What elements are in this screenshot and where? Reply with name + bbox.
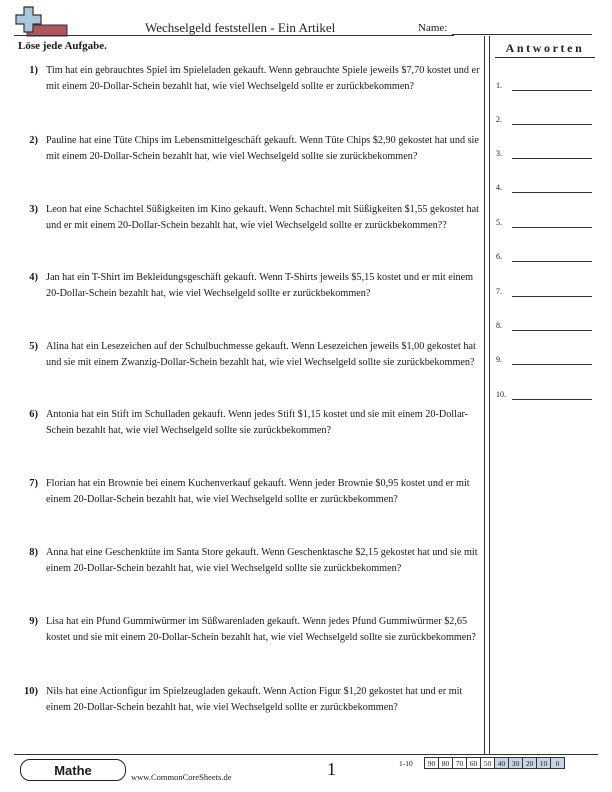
score-cell: 30 <box>509 758 523 769</box>
question-number: 5) <box>29 341 38 352</box>
question-text: Lisa hat ein Pfund Gummiwürmer im Süßwarenladen gekauft. Wenn jedes Pfund Gummiwürmer $2,65 kostet und sie mit einem 20-Dollar-Schein bezahlt hat, wie viel Wechselgeld sollte sie zurückbekommen? <box>46 616 476 643</box>
score-cell: 40 <box>495 758 509 769</box>
answer-line <box>512 364 592 365</box>
worksheet-title: Wechselgeld feststellen - Ein Artikel <box>145 20 336 35</box>
answers-title: Antworten <box>505 41 585 55</box>
question-number: 2) <box>29 135 38 146</box>
score-cell: 50 <box>481 758 495 769</box>
column-divider <box>489 36 490 754</box>
question-text: Anna hat eine Geschenktüte im Santa Store gekauft. Wenn Geschenktasche $2,15 gekostet hat und sie mit einem 20-Dollar-Schein bezahlt hat, wie viel Wechselgeld sollte sie zurückbekommen? <box>46 547 478 574</box>
question-text: Antonia hat ein Stift im Schulladen gekauft. Wenn jedes Stift $1,15 kostet und sie mit einem 20-Dollar-Schein bezahlt hat, wie viel Wechselgeld sollte sie zurückbekommen? <box>46 409 469 436</box>
question-number: 8) <box>29 547 38 558</box>
question-number: 7) <box>29 478 38 489</box>
name-line <box>452 34 592 35</box>
answer-row <box>496 149 596 163</box>
answer-line <box>512 90 592 91</box>
question-text: Pauline hat eine Tüte Chips im Lebensmittelgeschäft gekauft. Wenn Tüte Chips $2,90 gekostet hat und sie mit einem 20-Dollar-Schein bezahlt hat, wie viel Wechselgeld sollte sie zurückbekommen? <box>46 135 479 162</box>
score-cell: 0 <box>551 758 565 769</box>
question-number: 9) <box>29 616 38 627</box>
answers-rule <box>495 57 595 58</box>
name-label: Name: <box>418 22 448 34</box>
answer-row <box>496 218 596 232</box>
question-text: Tim hat ein gebrauchtes Spiel im Spieleladen gekauft. Wenn gebrauchte Spiele jeweils $7,70 kostet und er mit einem 20-Dollar-Schein bezahlt hat, wie viel Wechselgeld sollte er zurückbekommen? <box>46 65 480 92</box>
answer-number: 6. <box>496 252 502 261</box>
answer-number: 10. <box>496 390 506 399</box>
answer-row <box>496 183 596 197</box>
answer-row <box>496 115 596 129</box>
header-rule <box>14 35 454 36</box>
answer-line <box>512 227 592 228</box>
score-range-label: 1-10 <box>399 759 413 768</box>
answer-row <box>496 252 596 266</box>
score-table <box>424 757 565 769</box>
question-number: 6) <box>29 409 38 420</box>
score-cell: 70 <box>453 758 467 769</box>
answer-number: 9. <box>496 355 502 364</box>
question-text: Leon hat eine Schachtel Süßigkeiten im Kino gekauft. Wenn Schachtel mit Süßigkeiten $1,55 gekostet hat und er mit einem 20-Dollar-Schein bezahlt hat, wie viel Wechselgeld sollte er zurückbekommen?? <box>46 204 479 231</box>
answer-row <box>496 321 596 335</box>
answer-line <box>512 158 592 159</box>
answer-line <box>512 330 592 331</box>
question-number: 4) <box>29 272 38 283</box>
answer-row <box>496 355 596 369</box>
answer-number: 3. <box>496 149 502 158</box>
answer-number: 1. <box>496 81 502 90</box>
instructions: Löse jede Aufgabe. <box>18 40 107 52</box>
answer-number: 5. <box>496 218 502 227</box>
question-number: 10) <box>24 686 38 697</box>
question-text: Jan hat ein T-Shirt im Bekleidungsgeschäft gekauft. Wenn T-Shirts jeweils $5,15 kostet und er mit einem 20-Dollar-Schein bezahlt hat, wie viel Wechselgeld sollte er zurückbekommen? <box>46 272 474 299</box>
question-number: 1) <box>29 65 38 76</box>
subject-badge: Mathe <box>20 759 126 781</box>
score-cell: 60 <box>467 758 481 769</box>
answer-row <box>496 81 596 95</box>
score-cell: 90 <box>425 758 439 769</box>
answer-number: 7. <box>496 287 502 296</box>
answer-line <box>512 192 592 193</box>
answer-number: 2. <box>496 115 502 124</box>
question-text: Florian hat ein Brownie bei einem Kuchenverkauf gekauft. Wenn jeder Brownie $0,95 kostet und er mit einem 20-Dollar-Schein bezahlt hat, wie viel Wechselgeld sollte er zurückbekommen? <box>46 478 470 505</box>
answer-line <box>512 261 592 262</box>
question-text: Nils hat eine Actionfigur im Spielzeugladen gekauft. Wenn Action Figur $1,20 gekostet hat und er mit einem 20-Dollar-Schein bezahlt hat, wie viel Wechselgeld sollte er zurückbekommen? <box>46 686 463 713</box>
logo <box>14 5 70 39</box>
answer-line <box>512 296 592 297</box>
score-cell: 10 <box>537 758 551 769</box>
question-number: 3) <box>29 204 38 215</box>
answer-row <box>496 287 596 301</box>
score-cell: 20 <box>523 758 537 769</box>
answer-line <box>512 399 592 400</box>
score-cell: 80 <box>439 758 453 769</box>
question-text: Alina hat ein Lesezeichen auf der Schulbuchmesse gekauft. Wenn Lesezeichen jeweils $1,00 gekostet hat und sie mit einem Zwanzig-Dollar-Schein bezahlt hat, wie viel Wechselgeld sollte sie zurückbekommen? <box>46 341 476 368</box>
footer-rule <box>14 754 598 755</box>
page-number: 1 <box>327 759 336 779</box>
answer-line <box>512 124 592 125</box>
site-url: www.CommonCoreSheets.de <box>131 772 232 782</box>
answer-number: 4. <box>496 183 502 192</box>
answer-row <box>496 390 596 404</box>
answer-number: 8. <box>496 321 502 330</box>
